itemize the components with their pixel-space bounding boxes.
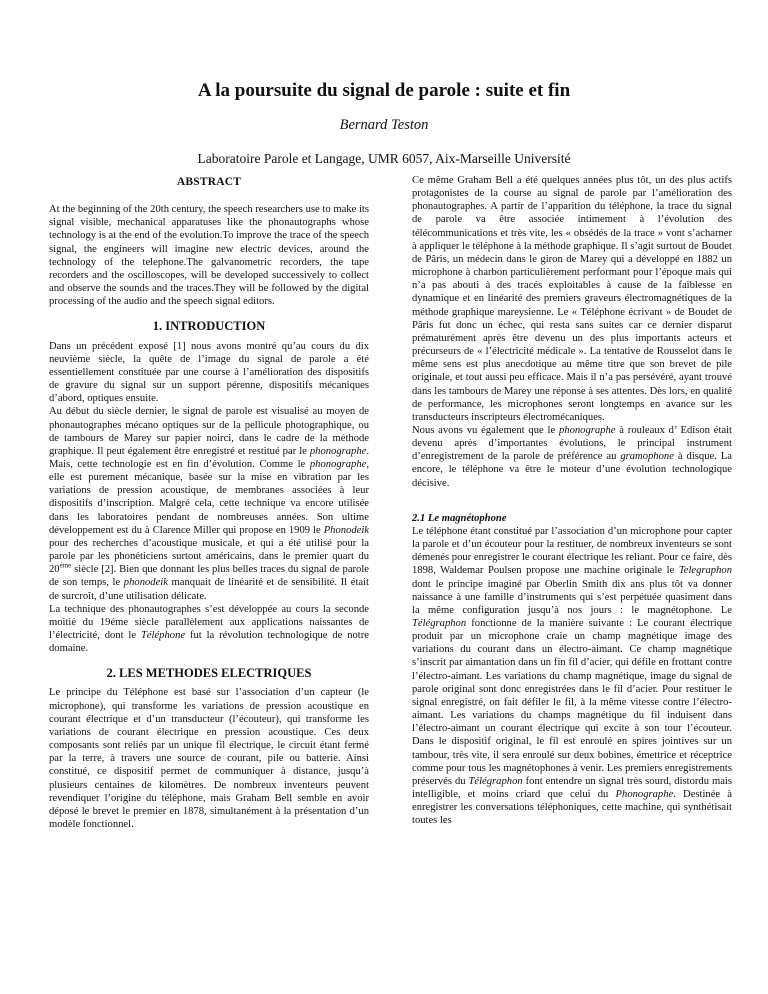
section-number: 1. [152,319,163,334]
paragraph: Ce même Graham Bell a été quelques années plus tôt, un des plus actifs protagonistes de la course au signal de parole par l’amélioration des phonautographes. A partir de l’apparition du téléphone, la trace du signal de parole va être associée intimement à l’évolution des télécommunications et très vite, les « obsédés de la trace » vont s’acharner à appliquer le téléphone à la méthode graphique. Il s’agit surtout de Boudet de Pâris, un médecin dans le giron de Marey qui a développé en 1882 un microphone à charbon particulièrement performant pour l’époque mais qui n’a pas abouti à des tracés exploitables à cause de la faiblesse en dynamique et en linéarité des premiers graveurs électromagnétiques de la méthode graphique mareysienne. Le « Téléphone écrivant » de Boudet de Pâris fut donc un échec, qui resta sans suites car ce dernier disparut prématurément après être devenu un des plus importants acteurs et précurseurs de « l’électricité médicale ». La tentative de Rousselot dans le même sens est plus anecdotique au même titre que son brevet de pile originale, et tout aussi peu efficace. Mais il n’a pas persévéré, ayant trouvé dans les tambours de Marey une réponse à ses attentes. Dès lors, en qualité de performance, les microphones seront longtemps en avance sur les transducteurs inscripteurs électromécaniques. [412,175,732,423]
text-run: elle est purement mécanique, basée sur la mise en vibration par les variations de pression acoustique, de membranes associées à leur dispositifs d’inscription. Malgré cela, cette technique va encore utilisée dans les laboratoires pendant de nombreuses années. Son ultime développement est du à Clarence Miller qui propose en 1909 le [49,472,369,536]
section-1-heading [49,320,369,333]
text-run: Telegraphon [678,565,732,577]
paragraph: Le principe du Téléphone est basé sur l’association d’un capteur (le microphone), qui transforme les variations de pression acoustique en courant électrique et d’un transducteur (l’écouteur), qui transforme les variations de courant électrique en pression acoustique. Ces deux composants sont reliés par un unique fil électrique, le circuit étant fermé par la terre, à travers une source de courant, pile ou batterie. Ainsi constitué, ce dispositif permet de communiquer à distance, jusqu’à plusieurs centaines de kilomètres. De nombreux inventeurs peuvent revendiquer l’origine du téléphone, mais Graham Bell semble en avoir déposé le brevet le premier en 1878, simultanément à la présentation d’un modèle fonctionnel. [49,687,369,831]
text-run: fonctionne de la manière suivante : Le courant électrique produit par un microphone craie un champ magnétique image des variations du courant dans un électro-aimant. Ce champ magnétique s’inscrit par aimantation dans un fin fil d’acier, qui défile en frottant contre l’électro-aimant. Les variations du champ magnétique, image du signal de parole original sont donc enregistrées dans le fil d’acier. Pour restituer le signal enregistré, on fait défiler le fil, à la même vitesse contre l’électro-aimant. Les variations du champs magnétique du fil induisent dans l’électro-aimant un courant électrique qui excite à son tour l’écouteur. Dans le dispositif original, le fil est enroulé en spires jointives sur un tambour, très vite, il sera enroulé sur deux bobines, émettrice et réceptrice comme pour tous les magnétophones à venir. Les premiers enregistrements préservés du [412,618,732,787]
paragraph [49,603,369,656]
text-run: dont le principe imaginé par Oberlin Smith dix ans plus tôt va donner naissance à une famille d’instruments qui s’est perpétuée quasiment dans la même configuration jusqu’à nos jours : le magnétophone. Le [412,578,732,616]
text-run: phonographe [309,445,367,457]
paragraph [412,525,732,828]
text-run: Phonographe [615,789,674,801]
superscript: ème [59,561,72,570]
text-run: phonodeik [123,577,168,589]
author: Bernard Teston [339,117,429,133]
text-run: à rouleaux d’ Edison était devenu après d’importantes évolutions, le principal instrument d’enregistrement de la parole de préférence au [412,424,732,463]
text-run: siècle [2]. Bien que donnant les plus belles traces du signal de parole de son temps, le [49,564,369,589]
text-run: Nous avons vu également que le [412,424,559,436]
text-run: . Destinée à enregistrer les conversations téléphoniques, cette machine, qui synthétisait toutes les [412,789,732,827]
text-run: fut la révolution technologique de notre domaine. [49,630,369,655]
text-run: Le téléphone étant constitué par l’association d’un microphone pour capter la parole et d’un écouteur pour la restituer, de nombreux inventeurs se sont démenés pour enregistrer le courant électrique les reliant. Pour ce faire, dès 1898, Waldemar Poulsen propose une machine originale le [412,525,732,577]
right-column [412,174,732,828]
text-run: Phonodeik [323,524,369,536]
section-2-heading [49,667,369,680]
text-run: . Mais, cette technologie est en fin d’évolution. Comme le [49,445,369,470]
text-run: Téléphone [140,630,186,641]
text-run: La technique des phonautographes s’est développée au cours la seconde moitié du 19éme siècle parallèlement aux applications naissantes de l’électricité, dont le [49,603,369,641]
text-run: Au début du siècle dernier, le signal de parole est visualisé au moyen de phonautographes mécano optiques sur de la pellicule photographique, ou de tambours de Marey sur papier noirci, dans le cadre de la méthode graphique. Il peut également être enregistré et restitué par le [49,406,369,457]
section-title: LES METHODES ELECTRIQUES [119,666,312,681]
left-column [49,174,369,831]
paragraph [412,424,732,490]
affiliation: Laboratoire Parole et Langage, UMR 6057, Aix-Marseille Université [197,151,571,166]
subsection-heading: 2.1 Le magnétophone [412,512,507,524]
section-number: 2. [106,666,116,681]
text-run: gramophone [620,451,674,463]
text-run: manquait de linéarité et de sensibilité. Il était de surcroît, d’une utilisation délicate. [49,577,369,602]
abstract-heading: ABSTRACT [176,176,242,188]
text-run: Télégraphon [412,618,467,629]
paper-title: A la poursuite du signal de parole : suite et fin [197,80,571,101]
text-run: phonographe, [309,458,369,470]
text-run: Télégraphon [468,775,523,787]
paragraph: Dans un précédent exposé [1] nous avons montré qu’au cours du dix neuvième siècle, la quête de l’image du signal de parole a été essentiellement constituée par une course à l’amélioration des dispositifs de gravure du signal sur un support pérenne, dispositifs mécaniques d’abord, optiques ensuite. [49,340,369,405]
abstract-text: At the beginning of the 20th century, the speech researchers use to make its signal visible, mechanical apparatuses like the phonautographs whose technology is at the end of the evolution.To improve the trace of the speech signal, the engineers will imagine new electric devices, around the technology of the telephone.The galvanometric recorders, the tape recorders and the oscilloscopes, will be developed successively to collect and observe the sounds and the traces.They will be followed by the digital processing of the audio and the speech signal editors. [49,204,369,308]
text-run: font entendre un signal très sourd, distordu mais intelligible, et moins criard que celui du [412,775,732,801]
text-run: pour des recherches d’acoustique musicale, et qui a été utilisé pour la parole par les phonéticiens surtout américains, dans le premier quart du 20 [49,537,369,576]
paragraph [49,405,369,602]
text-run: à disque. La encore, le téléphone va être le moteur d’une évolution technologique décisive. [412,451,732,489]
text-run: phonographe [558,424,616,436]
section-title: INTRODUCTION [165,319,266,334]
